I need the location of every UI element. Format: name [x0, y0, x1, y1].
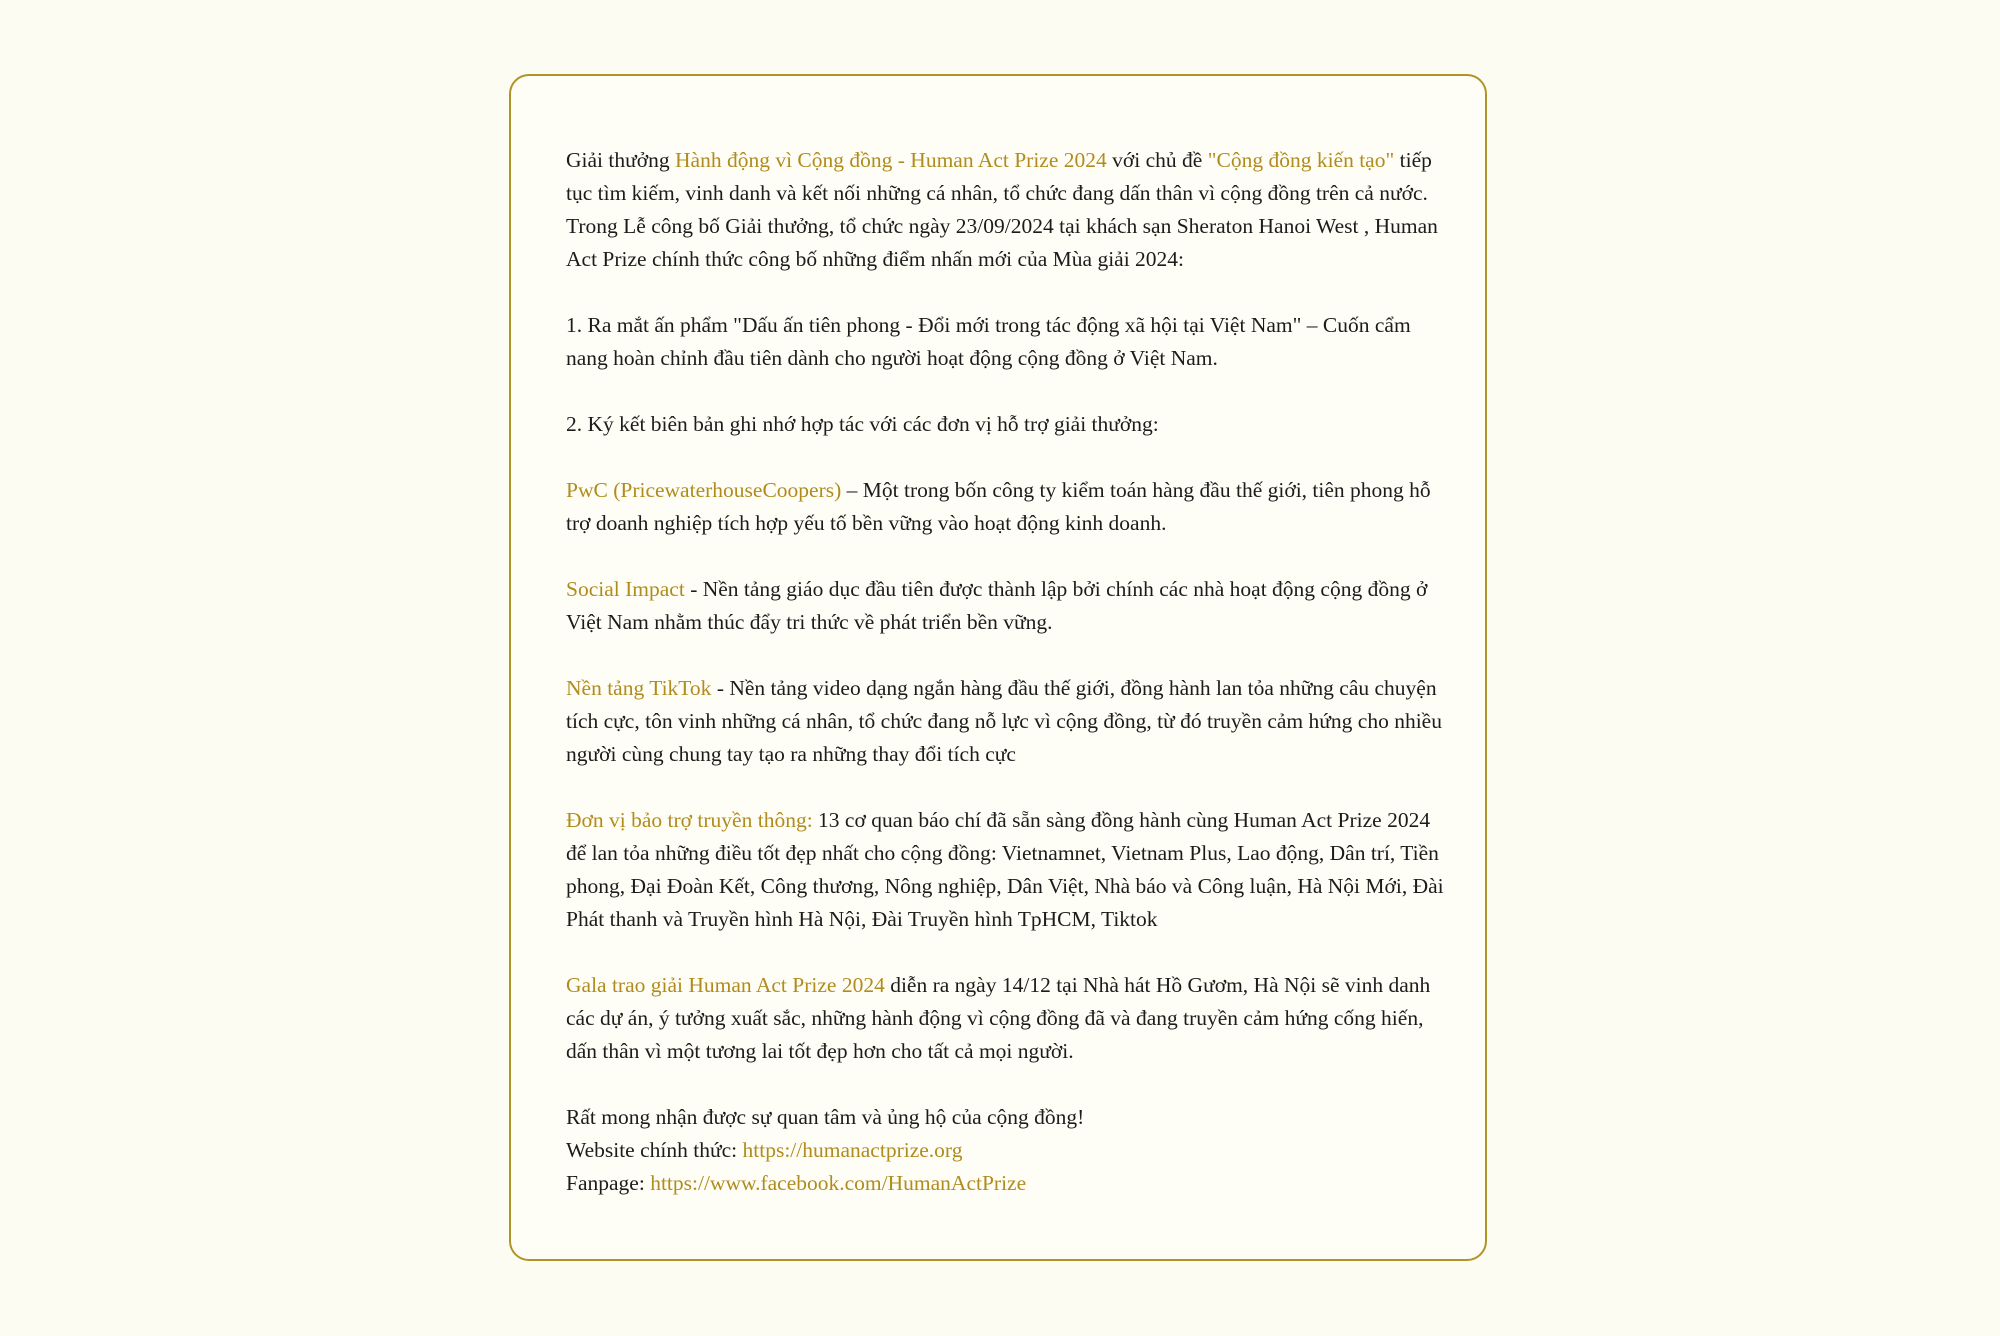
partner-description: 13 cơ quan báo chí đã sẵn sàng đồng hành cùng Human Act Prize 2024 để lan tỏa những điều tốt đẹp nhất cho cộng đồng: Vietnamnet, Vietnam Plus, Lao động, Dân trí, Tiền phong, Đại Đoàn Kết, Công thương, Nông nghiệp, Dân Việt, Nhà báo và Công luận, Hà Nội Mới, Đài Phát thanh và Truyền hình Hà Nội, Đài Truyền hình TpHCM, Tiktok: [566, 808, 1444, 931]
intro-paragraph: [566, 144, 1446, 276]
intro-text: tiếp tục tìm kiếm, vinh danh và kết nối những cá nhân, tổ chức đang dấn thân vì cộng đồng trên cả nước. Trong Lễ công bố Giải thưởng, tổ chức ngày 23/09/2024 tại khách sạn Sheraton Hanoi West , Human Act Prize chính thức công bố những điểm nhấn mới của Mùa giải 2024:: [566, 148, 1438, 271]
partner-pwc: [566, 474, 1446, 540]
media-sponsors: [566, 804, 1446, 936]
partner-name: Social Impact: [566, 577, 685, 601]
intro-text: Giải thưởng: [566, 148, 676, 172]
partner-name: Đơn vị bảo trợ truyền thông:: [566, 808, 813, 832]
website-link[interactable]: https://humanactprize.org: [742, 1138, 963, 1162]
partner-description: - Nền tảng video dạng ngắn hàng đầu thế giới, đồng hành lan tỏa những câu chuyện tích cực, tôn vinh những cá nhân, tổ chức đang nỗ lực vì cộng đồng, từ đó truyền cảm hứng cho nhiều người cùng chung tay tạo ra những thay đổi tích cực: [566, 676, 1442, 766]
award-name: Hành động vì Cộng đồng - Human Act Prize 2024: [675, 148, 1107, 172]
gala-description: diễn ra ngày 14/12 tại Nhà hát Hồ Gươm, Hà Nội sẽ vinh danh các dự án, ý tưởng xuất sắc, những hành động vì cộng đồng đã và đang truyền cảm hứng cống hiến, dấn thân vì một tương lai tốt đẹp hơn cho tất cả mọi người.: [566, 973, 1431, 1063]
closing-thanks: Rất mong nhận được sự quan tâm và ủng hộ của cộng đồng!: [566, 1105, 1085, 1129]
fanpage-label: Fanpage:: [566, 1171, 651, 1195]
partner-name: Nền tảng TikTok: [566, 676, 712, 700]
intro-text: với chủ đề: [1106, 148, 1208, 172]
highlight-point-1: 1. Ra mắt ấn phẩm "Dấu ấn tiên phong - Đổi mới trong tác động xã hội tại Việt Nam" – Cuốn cẩm nang hoàn chỉnh đầu tiên dành cho người hoạt động cộng đồng ở Việt Nam.: [566, 313, 1411, 370]
closing-block: [566, 1101, 1446, 1200]
website-label: Website chính thức:: [566, 1138, 743, 1162]
partner-description: - Nền tảng giáo dục đầu tiên được thành lập bởi chính các nhà hoạt động cộng đồng ở Việt Nam nhằm thúc đẩy tri thức về phát triển bền vững.: [566, 577, 1428, 634]
article-card: [509, 74, 1487, 1261]
gala-paragraph: [566, 969, 1446, 1068]
highlight-point-2: 2. Ký kết biên bản ghi nhớ hợp tác với các đơn vị hỗ trợ giải thưởng:: [566, 412, 1159, 436]
partner-tiktok: [566, 672, 1446, 771]
partner-description: – Một trong bốn công ty kiểm toán hàng đầu thế giới, tiên phong hỗ trợ doanh nghiệp tích hợp yếu tố bền vững vào hoạt động kinh doanh.: [566, 478, 1431, 535]
partner-social-impact: [566, 573, 1446, 639]
award-theme: "Cộng đồng kiến tạo": [1207, 148, 1395, 172]
partner-name: PwC (PricewaterhouseCoopers): [566, 478, 842, 502]
gala-name: Gala trao giải Human Act Prize 2024: [566, 973, 885, 997]
article-body: [566, 144, 1446, 1200]
fanpage-link[interactable]: https://www.facebook.com/HumanActPrize: [650, 1171, 1027, 1195]
